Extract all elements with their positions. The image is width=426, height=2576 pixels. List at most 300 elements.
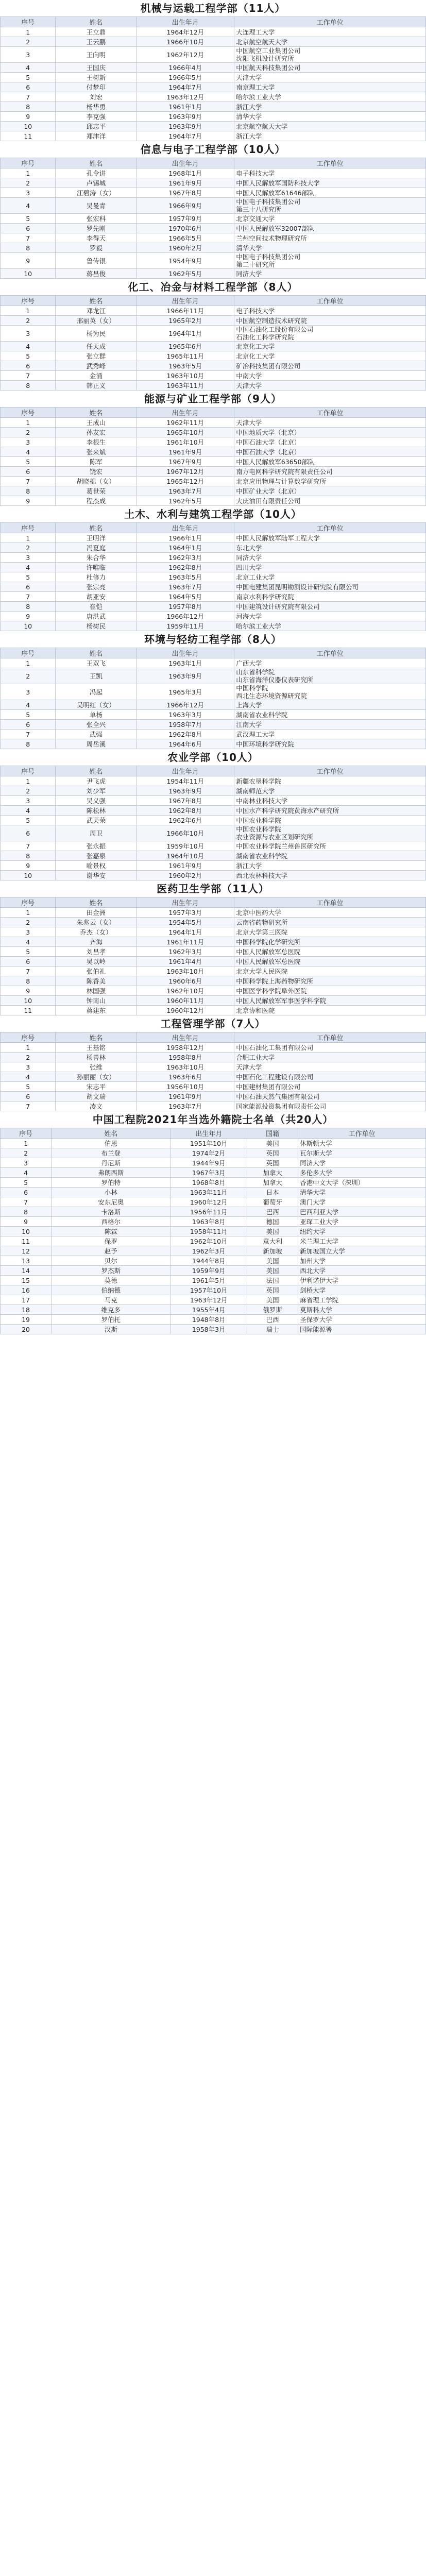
section-title: 农业学部（10人） [167,751,259,764]
table-row [1,316,426,326]
table-cell: 1962年8月 [137,806,234,816]
table-cell: 湖南省农业科学院 [234,851,426,861]
table-cell: 王树新 [56,73,137,82]
table-row [1,592,426,602]
table-cell: 7 [1,371,56,381]
table-row [1,233,426,243]
table-row [1,602,426,612]
table-cell: 1967年8月 [137,188,234,198]
column-header: 序号 [1,1128,52,1139]
table-cell: 1963年1月 [137,658,234,668]
table-row [1,825,426,841]
section [0,1111,426,1334]
table-row [1,668,426,684]
table-cell: 1963年11月 [137,381,234,391]
table-cell: 哈尔滨工业大学 [234,621,426,631]
table-cell: 矿冶科技集团有限公司 [234,361,426,371]
table-row [1,937,426,947]
table-cell: 8 [1,243,56,253]
table-cell: 4 [1,806,56,816]
table-row [1,1178,426,1188]
table-cell: 美国 [247,1139,298,1148]
table-cell: 法国 [247,1276,298,1285]
table-cell: 莫德 [52,1276,171,1285]
table-row [1,178,426,188]
table-cell: 李根生 [56,437,137,447]
table-row [1,486,426,496]
table-row [1,342,426,351]
table-cell: 1 [1,27,56,37]
table-cell: 1961年9月 [137,447,234,457]
column-header: 姓名 [52,1128,171,1139]
table-row [1,1207,426,1217]
table-cell: 中国农业科学院兰州兽医研究所 [234,841,426,851]
roster-table [0,522,426,631]
table-row [1,467,426,477]
table-cell: 5 [1,947,56,957]
table-row [1,1276,426,1285]
table-cell: 饶宏 [56,467,137,477]
table-cell: 吴明红（女） [56,700,137,710]
table-cell: 河海大学 [234,612,426,621]
table-cell: 1965年2月 [137,316,234,326]
table-cell: 1964年5月 [137,592,234,602]
table-cell: 1961年11月 [137,937,234,947]
table-cell: 中国石化工程建设有限公司 [234,1072,426,1082]
table-cell: 王基铭 [56,1043,137,1053]
table-cell: 中国石油天然气集团有限公司 [234,1092,426,1101]
column-header: 工作单位 [234,766,426,776]
table-header-row [1,296,426,306]
table-row [1,428,426,437]
column-header: 姓名 [56,296,137,306]
table-row [1,27,426,37]
table-header-row [1,648,426,658]
table-cell: 7 [1,967,56,976]
table-cell: 1961年9月 [137,178,234,188]
table-cell: 中国科学院上海药物研究所 [234,976,426,986]
table-row [1,1006,426,1015]
table-cell: 中国水产科学研究院黄海水产研究所 [234,806,426,816]
table-cell: 1 [1,1043,56,1053]
table-row [1,457,426,467]
table-row [1,1295,426,1305]
table-cell: 王立鼎 [56,27,137,37]
table-cell: 中国人民解放军总医院 [234,957,426,967]
table-cell: 清华大学 [234,112,426,122]
table-cell: 东北大学 [234,543,426,553]
table-cell: 鲁传银 [56,253,137,269]
column-header: 工作单位 [234,648,426,658]
table-cell: 8 [1,739,56,749]
table-cell: 1963年10月 [137,1062,234,1072]
table-cell: 1965年11月 [137,351,234,361]
column-header: 工作单位 [234,408,426,418]
table-cell: 中国人民解放军陆军工程大学 [234,533,426,543]
column-header: 姓名 [56,17,137,27]
table-cell: 6 [1,361,56,371]
table-cell: 杨华勇 [56,102,137,112]
table-cell: 1957年10月 [171,1285,247,1295]
table-row [1,437,426,447]
column-header: 序号 [1,408,56,418]
table-row [1,1158,426,1168]
table-cell: 中南林业科技大学 [234,796,426,806]
table-cell: 张立群 [56,351,137,361]
table-cell: 2 [1,428,56,437]
table-cell: 尹飞虎 [56,776,137,786]
table-cell: 澳门大学 [298,1197,426,1207]
column-header: 工作单位 [234,897,426,908]
table-cell: 王明洋 [56,533,137,543]
table-cell: 1962年3月 [137,553,234,563]
table-cell: 中国石油大学（北京） [234,437,426,447]
table-cell: 1962年10月 [171,1236,247,1246]
table-cell: 10 [1,621,56,631]
table-cell: 莫斯科大学 [298,1305,426,1315]
table-cell: 4 [1,700,56,710]
table-cell: 1963年5月 [137,572,234,582]
table-row [1,351,426,361]
table-cell: 孙友宏 [56,428,137,437]
table-row [1,976,426,986]
table-cell: 7 [1,730,56,739]
table-cell: 8 [1,976,56,986]
table-cell: 1958年7月 [137,720,234,730]
table-cell: 孔令讲 [56,168,137,178]
table-row [1,563,426,572]
table-cell: 任天成 [56,342,137,351]
table-cell: 米兰理工大学 [298,1236,426,1246]
table-cell: 7 [1,92,56,102]
table-row [1,102,426,112]
table-cell: 布兰登 [52,1148,171,1158]
table-cell: 喻景权 [56,861,137,871]
section-title: 化工、冶金与材料工程学部（8人） [128,281,298,293]
table-cell: 北京化工大学 [234,351,426,361]
table-cell: 金涌 [56,371,137,381]
table-cell: 中南大学 [234,371,426,381]
table-cell: 保罗 [52,1236,171,1246]
table-row [1,947,426,957]
table-cell: 大连理工大学 [234,27,426,37]
table-cell: 北京大学第三医院 [234,927,426,937]
table-cell: 张宏科 [56,214,137,224]
table-cell: 电子科技大学 [234,168,426,178]
table-cell: 1968年8月 [171,1178,247,1188]
table-row [1,1227,426,1236]
table-cell: 10 [1,269,56,279]
table-row [1,1092,426,1101]
table-cell: 罗先刚 [56,224,137,233]
table-row [1,447,426,457]
table-cell: 中国科学院化学研究所 [234,937,426,947]
table-cell: 15 [1,1276,52,1285]
table-cell: 杜修力 [56,572,137,582]
table-cell: 1964年1月 [137,927,234,937]
table-cell: 日本 [247,1188,298,1197]
table-cell: 宋志平 [56,1082,137,1092]
table-cell: 俄罗斯 [247,1305,298,1315]
table-cell: 9 [1,986,56,996]
table-cell: 王国庆 [56,63,137,73]
table-cell: 中国科学院 西北生态环境资源研究院 [234,684,426,700]
table-cell: 1956年11月 [171,1207,247,1217]
table-cell: 1963年12月 [171,1295,247,1305]
section-title: 中国工程院2021年当选外籍院士名单（共20人） [92,1113,334,1126]
table-cell: 卡洛斯 [52,1207,171,1217]
table-cell: 德国 [247,1217,298,1227]
table-row [1,1236,426,1246]
table-cell: 1954年11月 [137,776,234,786]
table-cell: 林国强 [56,986,137,996]
table-cell: 李克强 [56,112,137,122]
table-cell: 齐海 [56,937,137,947]
table-cell: 1963年8月 [171,1217,247,1227]
table-cell: 1958年8月 [137,1053,234,1062]
table-cell: 陈松林 [56,806,137,816]
table-cell: 单杨 [56,710,137,720]
table-cell: 崔恺 [56,602,137,612]
roster-table [0,1128,426,1334]
table-cell: 张来斌 [56,447,137,457]
table-cell: 巴西 [247,1315,298,1325]
table-cell: 中国人民解放军军事医学科学院 [234,996,426,1006]
column-header: 姓名 [56,1032,137,1043]
table-cell: 2 [1,1053,56,1062]
table-cell: 1 [1,776,56,786]
table-cell: 9 [1,1217,52,1227]
table-row [1,37,426,47]
table-cell: 卢锡城 [56,178,137,188]
table-cell: 瑞士 [247,1325,298,1334]
table-row [1,306,426,316]
table-cell: 5 [1,572,56,582]
table-row [1,214,426,224]
table-cell: 武芙荣 [56,816,137,825]
table-cell: 中国航天科技集团公司 [234,63,426,73]
table-cell: 8 [1,851,56,861]
table-cell: 巴西 [247,1207,298,1217]
table-cell: 四川大学 [234,563,426,572]
table-cell: 南京理工大学 [234,82,426,92]
table-header-row [1,158,426,168]
table-cell: 7 [1,841,56,851]
column-header: 工作单位 [234,158,426,168]
table-row [1,1043,426,1053]
column-header: 出生年月 [137,648,234,658]
table-cell: 1955年4月 [171,1305,247,1315]
table-row [1,496,426,506]
table-cell: 1965年12月 [137,477,234,486]
table-cell: 1959年10月 [137,841,234,851]
table-cell: 剑桥大学 [298,1285,426,1295]
table-row [1,986,426,996]
table-cell: 1962年10月 [137,986,234,996]
section [0,141,426,279]
table-cell: 1964年1月 [137,326,234,342]
table-row [1,553,426,563]
table-cell: 朱合华 [56,553,137,563]
table-cell: 3 [1,1158,52,1168]
table-cell: 南京水利科学研究院 [234,592,426,602]
table-cell: 中国矿业大学（北京） [234,486,426,496]
table-cell: 1951年10月 [171,1139,247,1148]
table-cell: 11 [1,1006,56,1015]
table-cell: 6 [1,467,56,477]
table-row [1,361,426,371]
table-cell: 邱志平 [56,122,137,131]
table-cell: 罗伯托 [52,1315,171,1325]
table-cell: 陈香美 [56,976,137,986]
table-cell: 1963年7月 [137,1101,234,1111]
table-cell: 1964年12月 [137,27,234,37]
table-row [1,851,426,861]
column-header: 出生年月 [137,158,234,168]
table-cell: 清华大学 [298,1188,426,1197]
table-cell: 1966年4月 [137,63,234,73]
table-cell: 罗毅 [56,243,137,253]
column-header: 出生年月 [137,897,234,908]
table-cell: 5 [1,457,56,467]
table-cell: 浙江大学 [234,861,426,871]
table-cell: 香港中文大学（深圳） [298,1178,426,1188]
table-cell: 美国 [247,1266,298,1276]
table-cell: 新疆农垦科学院 [234,776,426,786]
table-cell: 1962年3月 [171,1246,247,1256]
table-cell: 1963年9月 [137,112,234,122]
table-cell: 英国 [247,1148,298,1158]
column-header: 序号 [1,523,56,533]
table-cell: 杨为民 [56,326,137,342]
table-cell: 同济大学 [234,269,426,279]
table-header-row [1,408,426,418]
section [0,749,426,880]
column-header: 姓名 [56,648,137,658]
table-cell: 1961年9月 [137,1092,234,1101]
column-header: 出生年月 [137,17,234,27]
table-row [1,1053,426,1062]
column-header: 序号 [1,158,56,168]
table-cell: 吴义强 [56,796,137,806]
table-cell: 1960年12月 [171,1197,247,1207]
table-row [1,861,426,871]
table-cell: 广西大学 [234,658,426,668]
table-cell: 1963年3月 [137,710,234,720]
table-cell: 8 [1,102,56,112]
table-cell: 休斯顿大学 [298,1139,426,1148]
section-title: 能源与矿业工程学部（9人） [144,393,282,405]
table-row [1,326,426,342]
table-cell: 冯夏庭 [56,543,137,553]
table-cell: 1963年9月 [137,786,234,796]
table-cell: 湖南省农业科学院 [234,710,426,720]
table-row [1,1285,426,1295]
section-title: 工程管理学部（7人） [160,1018,266,1030]
table-cell: 中国航空制造技术研究院 [234,316,426,326]
table-cell: 亚琛工业大学 [298,1217,426,1227]
section [0,880,426,1015]
table-row [1,816,426,825]
column-header: 国籍 [247,1128,298,1139]
table-cell: 1958年11月 [171,1227,247,1236]
table-cell: 1964年7月 [137,82,234,92]
table-cell: 中国建筑设计研究院有限公司 [234,602,426,612]
table-cell: 张永振 [56,841,137,851]
table-row [1,1168,426,1178]
table-cell: 北京航空航天大学 [234,37,426,47]
table-cell: 4 [1,937,56,947]
table-cell: 5 [1,1178,52,1188]
table-row [1,168,426,178]
table-cell: 湖南师范大学 [234,786,426,796]
table-cell: 1960年2月 [137,871,234,880]
table-cell: 纽约大学 [298,1227,426,1236]
table-cell: 巴西利亚大学 [298,1207,426,1217]
table-cell: 天津大学 [234,381,426,391]
table-cell: 武秀峰 [56,361,137,371]
table-cell: 中国农业科学院 [234,816,426,825]
table-cell: 谢华安 [56,871,137,880]
table-cell: 罗杰斯 [52,1266,171,1276]
table-cell: 2 [1,918,56,927]
table-cell: 胡亚安 [56,592,137,602]
table-cell: 王成山 [56,418,137,428]
column-header: 出生年月 [137,766,234,776]
table-cell: 4 [1,1072,56,1082]
table-row [1,1246,426,1256]
section-title: 土木、水利与建筑工程学部（10人） [124,508,302,520]
table-cell: 17 [1,1295,52,1305]
table-row [1,198,426,214]
table-cell: 8 [1,486,56,496]
table-cell: 刘少军 [56,786,137,796]
table-cell: 1 [1,533,56,543]
table-cell: 罗伯特 [52,1178,171,1188]
table-cell: 3 [1,326,56,342]
table-cell: 国家能源投资集团有限责任公司 [234,1101,426,1111]
table-cell: 浙江大学 [234,131,426,141]
table-header-row [1,1032,426,1043]
table-cell: 杨善林 [56,1053,137,1062]
roster-table [0,766,426,880]
table-cell: 李得天 [56,233,137,243]
table-cell: 1963年7月 [137,582,234,592]
table-cell: 中国电子科技集团公司 第三十八研究所 [234,198,426,214]
table-cell: 朱兆云（女） [56,918,137,927]
table-cell: 北京应用物理与计算数学研究所 [234,477,426,486]
table-row [1,1072,426,1082]
table-cell: 中国人民解放军总医院 [234,947,426,957]
table-cell: 1964年10月 [137,851,234,861]
table-cell: 中国石油大学（北京） [234,447,426,457]
table-row [1,73,426,82]
table-cell: 田金洲 [56,908,137,918]
table-row [1,621,426,631]
table-cell: 西北农林科技大学 [234,871,426,880]
table-cell: 许唯临 [56,563,137,572]
table-cell: 武汉理工大学 [234,730,426,739]
table-row [1,871,426,880]
table-cell: 张全兴 [56,720,137,730]
table-row [1,131,426,141]
table-cell: 南方电网科学研究院有限责任公司 [234,467,426,477]
table-cell: 北京中医药大学 [234,908,426,918]
table-cell: 3 [1,796,56,806]
table-cell: 蒋建东 [56,1006,137,1015]
table-row [1,967,426,976]
table-cell: 3 [1,684,56,700]
